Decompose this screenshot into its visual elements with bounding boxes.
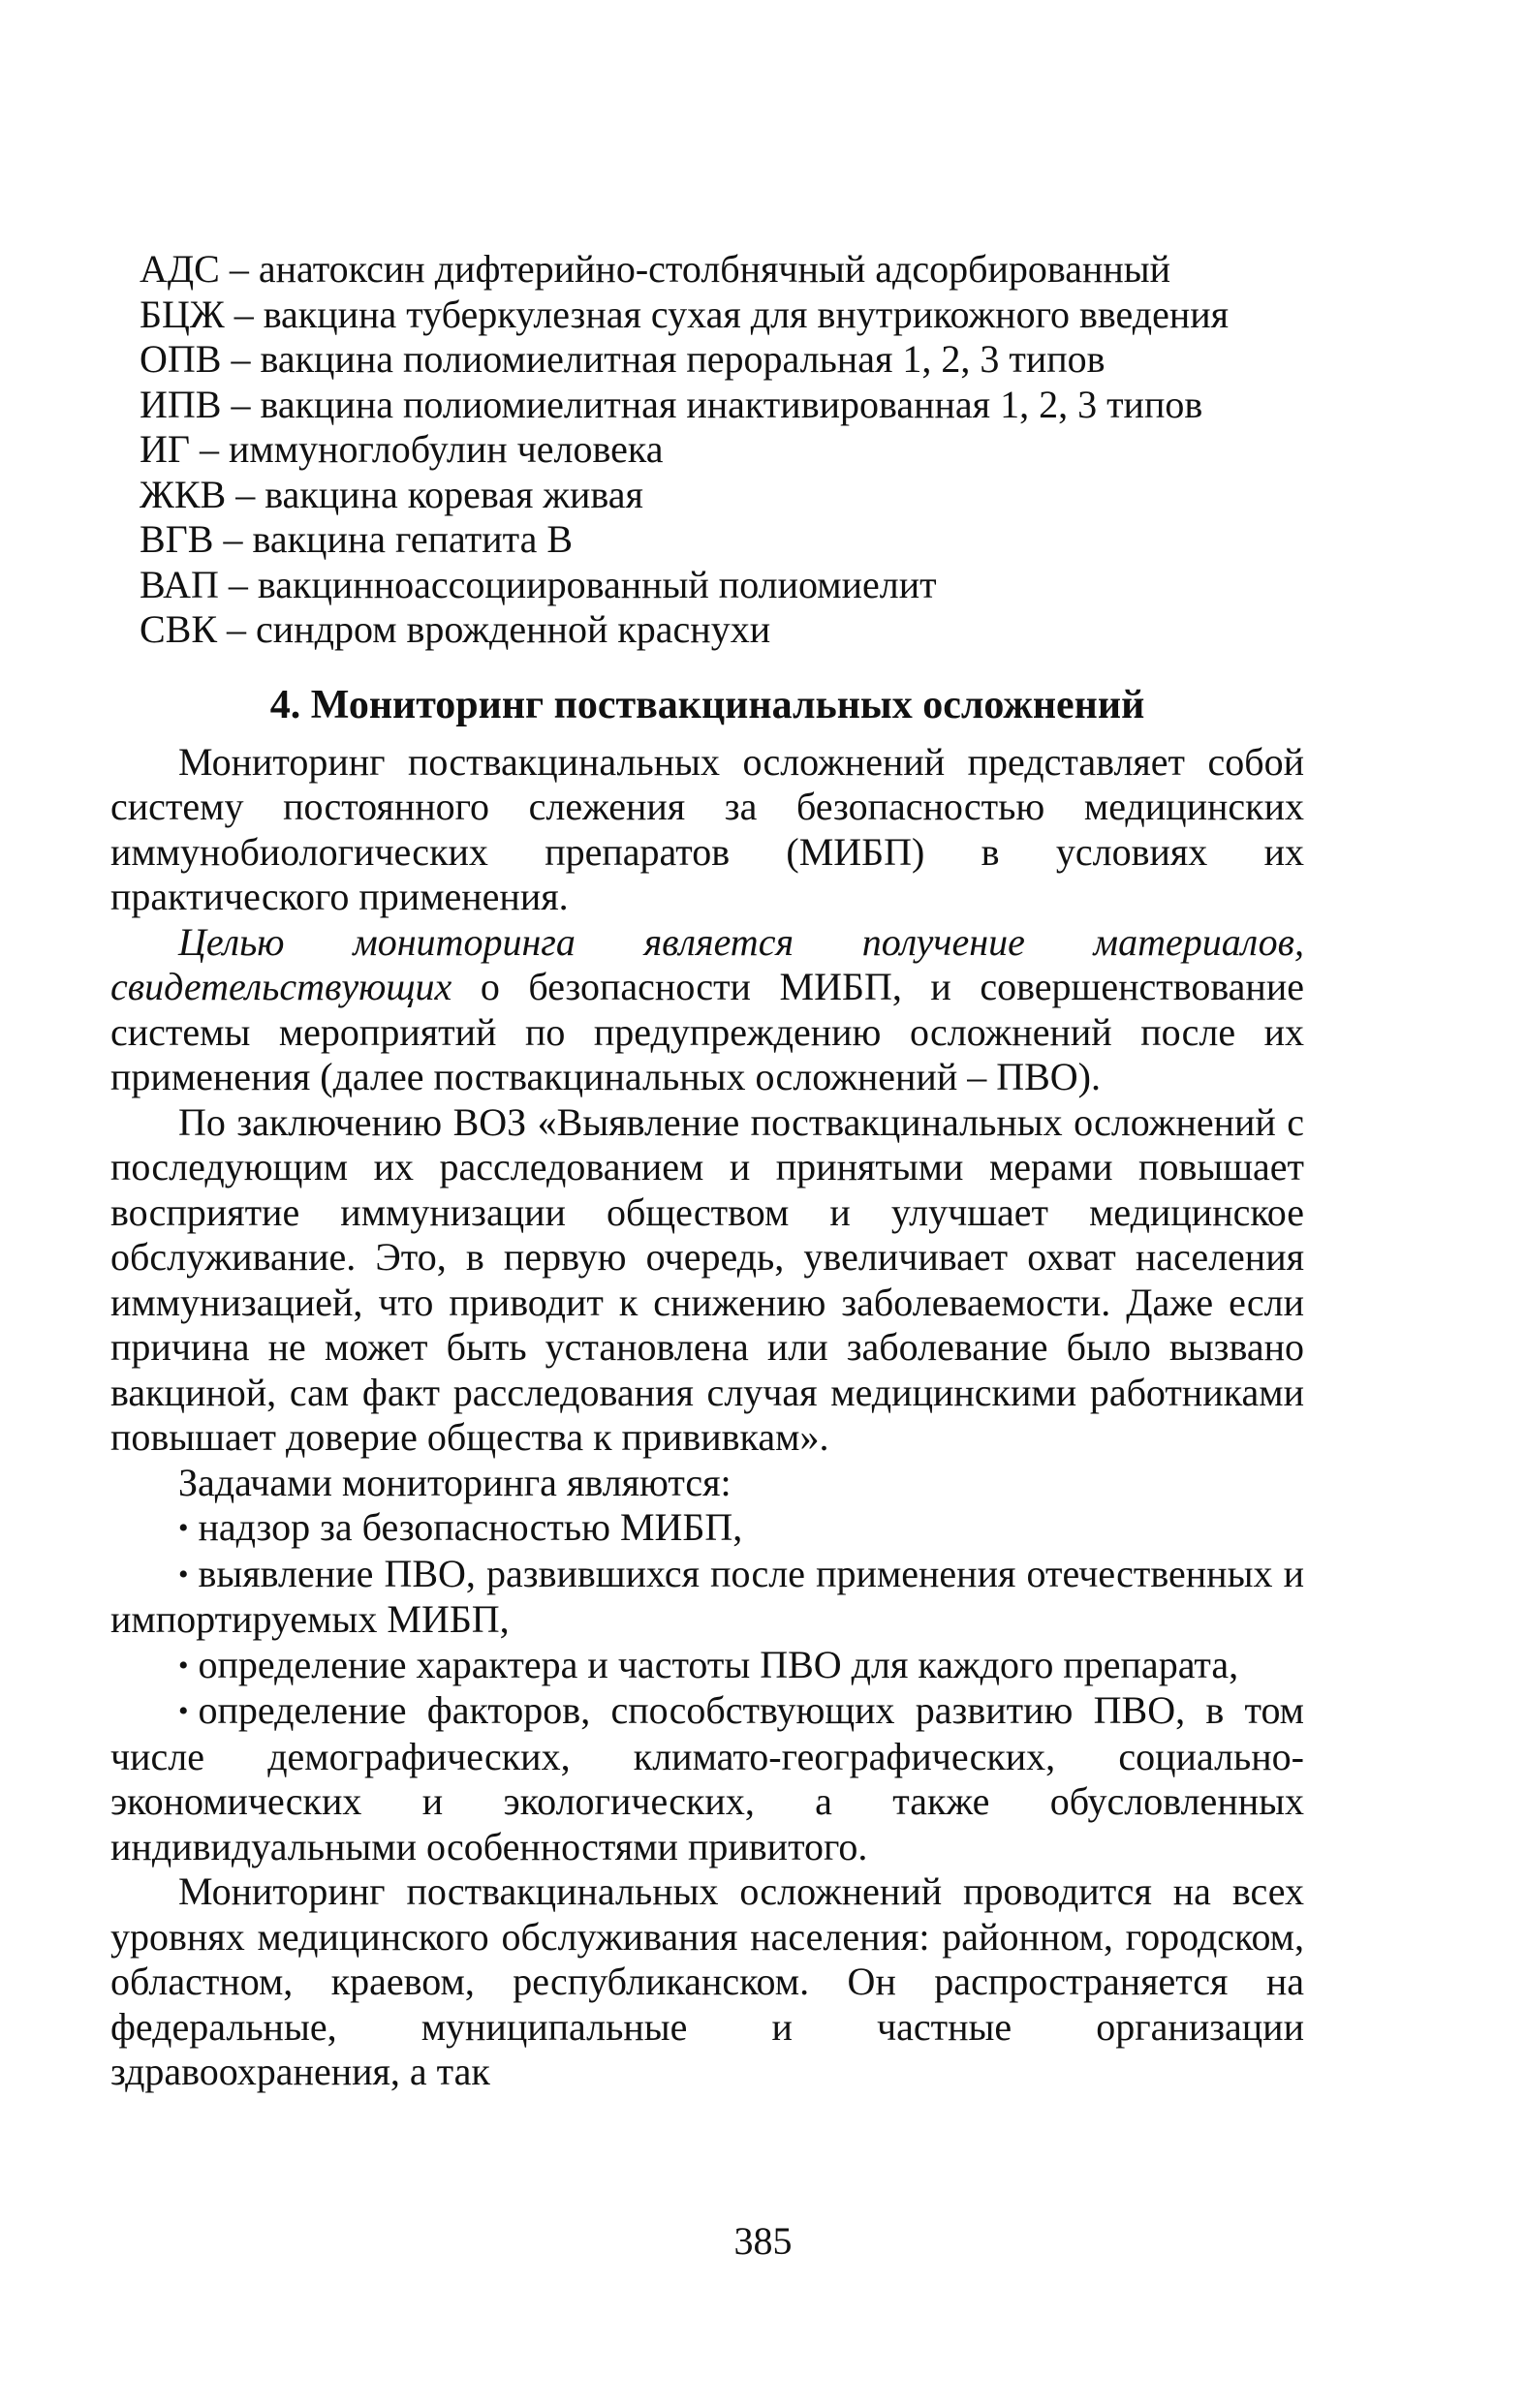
bullet-icon: • — [178, 1695, 189, 1727]
abbreviation-item: ВАП – вакцинноассоциированный полиомиелит — [140, 562, 937, 606]
paragraph-goal-rest: о безопасности МИБП, и совершенствование системы мероприятий по предупреждению осложнений после их применения (далее поствакцинальных осложнений – ПВО). — [110, 965, 1304, 1098]
abbreviation-item: ОПВ – вакцина полиомиелитная пероральная 1, 2, 3 типов — [140, 337, 1106, 381]
abbreviation-item: ВГВ – вакцина гепатита В — [140, 517, 574, 561]
task-item — [110, 1688, 1304, 1869]
task-item — [110, 1643, 1304, 1689]
abbreviation-list — [140, 247, 1304, 653]
task-text: определение характера и частоты ПВО для каждого препарата, — [198, 1642, 1239, 1686]
bullet-icon: • — [178, 1649, 189, 1682]
paragraph-who-quote: По заключению ВОЗ «Выявление поствакцинальных осложнений с последующим их расследованием и принятыми мерами повышает восприятие иммунизации обществом и улучшает медицинское обслуживание. Это, в первую очередь, увеличивает охват населения иммунизацией, что приводит к снижению заболеваемости. Даже если причина не может быть установлена или заболевание было вызвано вакциной, сам факт расследования случая медицинскими работниками повышает доверие общества к прививкам». — [110, 1099, 1304, 1459]
page-number: 385 — [733, 2219, 793, 2263]
paragraph-goal-italic: Целью мониторинга является получение материалов, свидетельствующих — [110, 919, 1304, 1008]
paragraph-scope: Мониторинг поствакцинальных осложнений проводится на всех уровнях медицинского обслуживания населения: районном, городском, областном, краевом, республиканском. Он распространяется на федеральные, муниципальные и частные организации здравоохранения, а так — [110, 1869, 1304, 2093]
page-body — [110, 247, 1304, 2095]
tasks-intro: Задачами мониторинга являются: — [178, 1460, 732, 1504]
task-text: выявление ПВО, развившихся после применения отечественных и импортируемых МИБП, — [110, 1551, 1304, 1641]
paragraph-definition: Мониторинг поствакцинальных осложнений представляет собой систему постоянного слежения за безопасностью медицинских иммунобиологических препаратов (МИБП) в условиях их практического применения. — [110, 739, 1304, 918]
task-text: определение факторов, способствующих развитию ПВО, в том числе демографических, климато-географических, социально-экономических и экологических, а также обусловленных индивидуальными особенностями привитого. — [110, 1688, 1304, 1868]
task-text: надзор за безопасностью МИБП, — [198, 1505, 743, 1549]
bullet-icon: • — [178, 1558, 189, 1590]
paragraph-goal — [110, 920, 1304, 1100]
task-item — [110, 1552, 1304, 1643]
abbreviation-item: ЖКВ – вакцина коревая живая — [140, 472, 643, 516]
tasks-list — [110, 1505, 1304, 1869]
section-title: 4. Мониторинг поствакцинальных осложнений — [269, 682, 1145, 727]
abbreviation-item: ИПВ – вакцина полиомиелитная инактивированная 1, 2, 3 типов — [140, 382, 1203, 426]
abbreviation-item: СВК – синдром врожденной краснухи — [140, 607, 771, 651]
abbreviation-item: ИГ – иммуноглобулин человека — [140, 427, 664, 471]
bullet-icon: • — [178, 1512, 189, 1544]
task-item — [110, 1505, 1304, 1552]
abbreviation-item: БЦЖ – вакцина туберкулезная сухая для внутрикожного введения — [140, 292, 1230, 336]
abbreviation-item: АДС – анатоксин дифтерийно-столбнячный адсорбированный — [140, 247, 1171, 291]
